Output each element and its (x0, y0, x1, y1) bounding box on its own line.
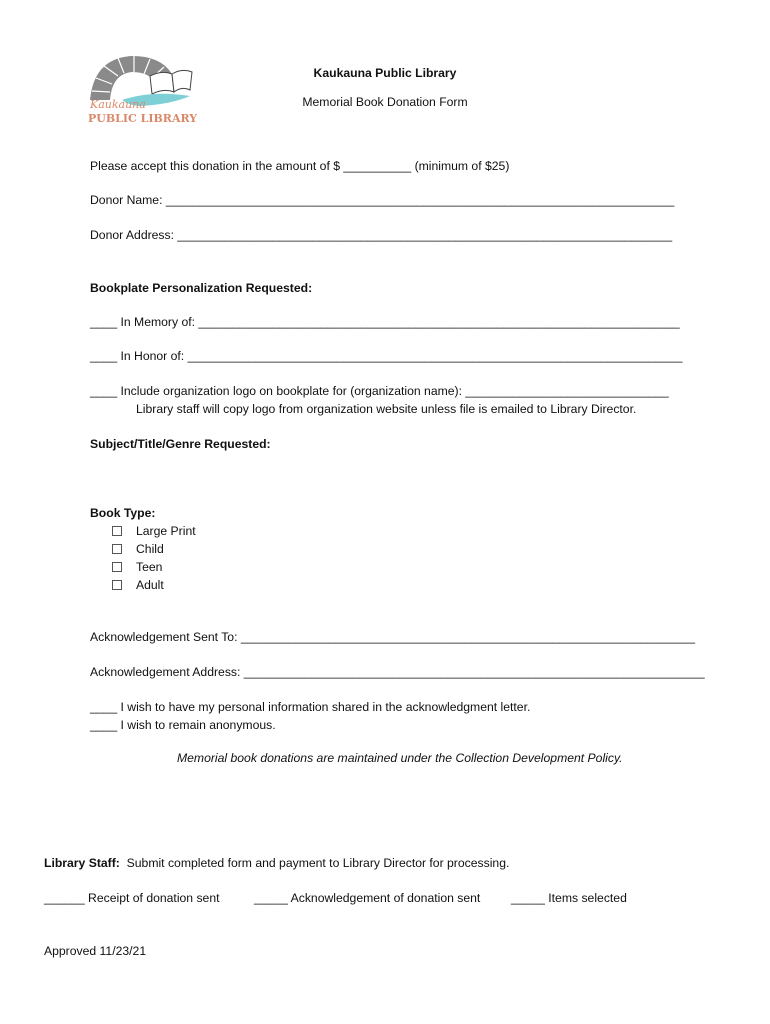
checkbox-icon[interactable] (112, 544, 122, 554)
in-memory-line: ____ In Memory of: _______________________________________________________________________ (90, 315, 680, 329)
ack-sent-line: _____ Acknowledgement of donation sent (254, 891, 481, 905)
receipt-sent-line: ______ Receipt of donation sent (44, 891, 220, 905)
checkbox-icon[interactable] (112, 526, 122, 536)
form-title: Memorial Book Donation Form (302, 95, 468, 109)
org-name: Kaukauna Public Library (313, 66, 457, 80)
svg-text:Kaukauna: Kaukauna (90, 98, 146, 111)
approved-date: Approved 11/23/21 (44, 944, 147, 958)
book-type-option: Child (112, 542, 164, 556)
bookplate-heading: Bookplate Personalization Requested: (90, 281, 313, 295)
ack-sent-to-line: Acknowledgement Sent To: ___________________________________________________________________ (90, 630, 695, 644)
in-honor-line: ____ In Honor of: _________________________________________________________________________ (90, 349, 683, 363)
items-selected-line: _____ Items selected (511, 891, 627, 905)
share-info-line: ____ I wish to have my personal information shared in the acknowledgment letter. (90, 700, 531, 714)
library-logo-graphic (82, 48, 197, 126)
checkbox-icon[interactable] (112, 580, 122, 590)
staff-label: Library Staff: (44, 856, 120, 870)
book-type-option: Teen (112, 560, 162, 574)
ack-address-line: Acknowledgement Address: ____________________________________________________________________ (90, 665, 705, 679)
subject-heading: Subject/Title/Genre Requested: (90, 437, 271, 451)
book-type-option: Large Print (112, 524, 196, 538)
staff-instructions (44, 856, 509, 870)
svg-text:PUBLIC LIBRARY: PUBLIC LIBRARY (88, 112, 197, 125)
library-logo (82, 48, 197, 126)
checkbox-icon[interactable] (112, 562, 122, 572)
policy-note: Memorial book donations are maintained under the Collection Development Policy. (177, 751, 623, 765)
book-type-option: Adult (112, 578, 164, 592)
anonymous-line: ____ I wish to remain anonymous. (90, 718, 276, 732)
donor-name-line: Donor Name: ___________________________________________________________________________ (90, 193, 675, 207)
org-logo-line: ____ Include organization logo on bookplate for (organization name): ______________________________ (90, 384, 669, 398)
staff-text: Submit completed form and payment to Library Director for processing. (126, 856, 510, 870)
donation-amount-line: Please accept this donation in the amount of $ __________ (minimum of $25) (90, 159, 510, 173)
donor-address-line: Donor Address: _________________________________________________________________________ (90, 228, 673, 242)
book-type-heading: Book Type: (90, 506, 156, 520)
org-logo-note: Library staff will copy logo from organization website unless file is emailed to Library Director. (136, 402, 637, 416)
